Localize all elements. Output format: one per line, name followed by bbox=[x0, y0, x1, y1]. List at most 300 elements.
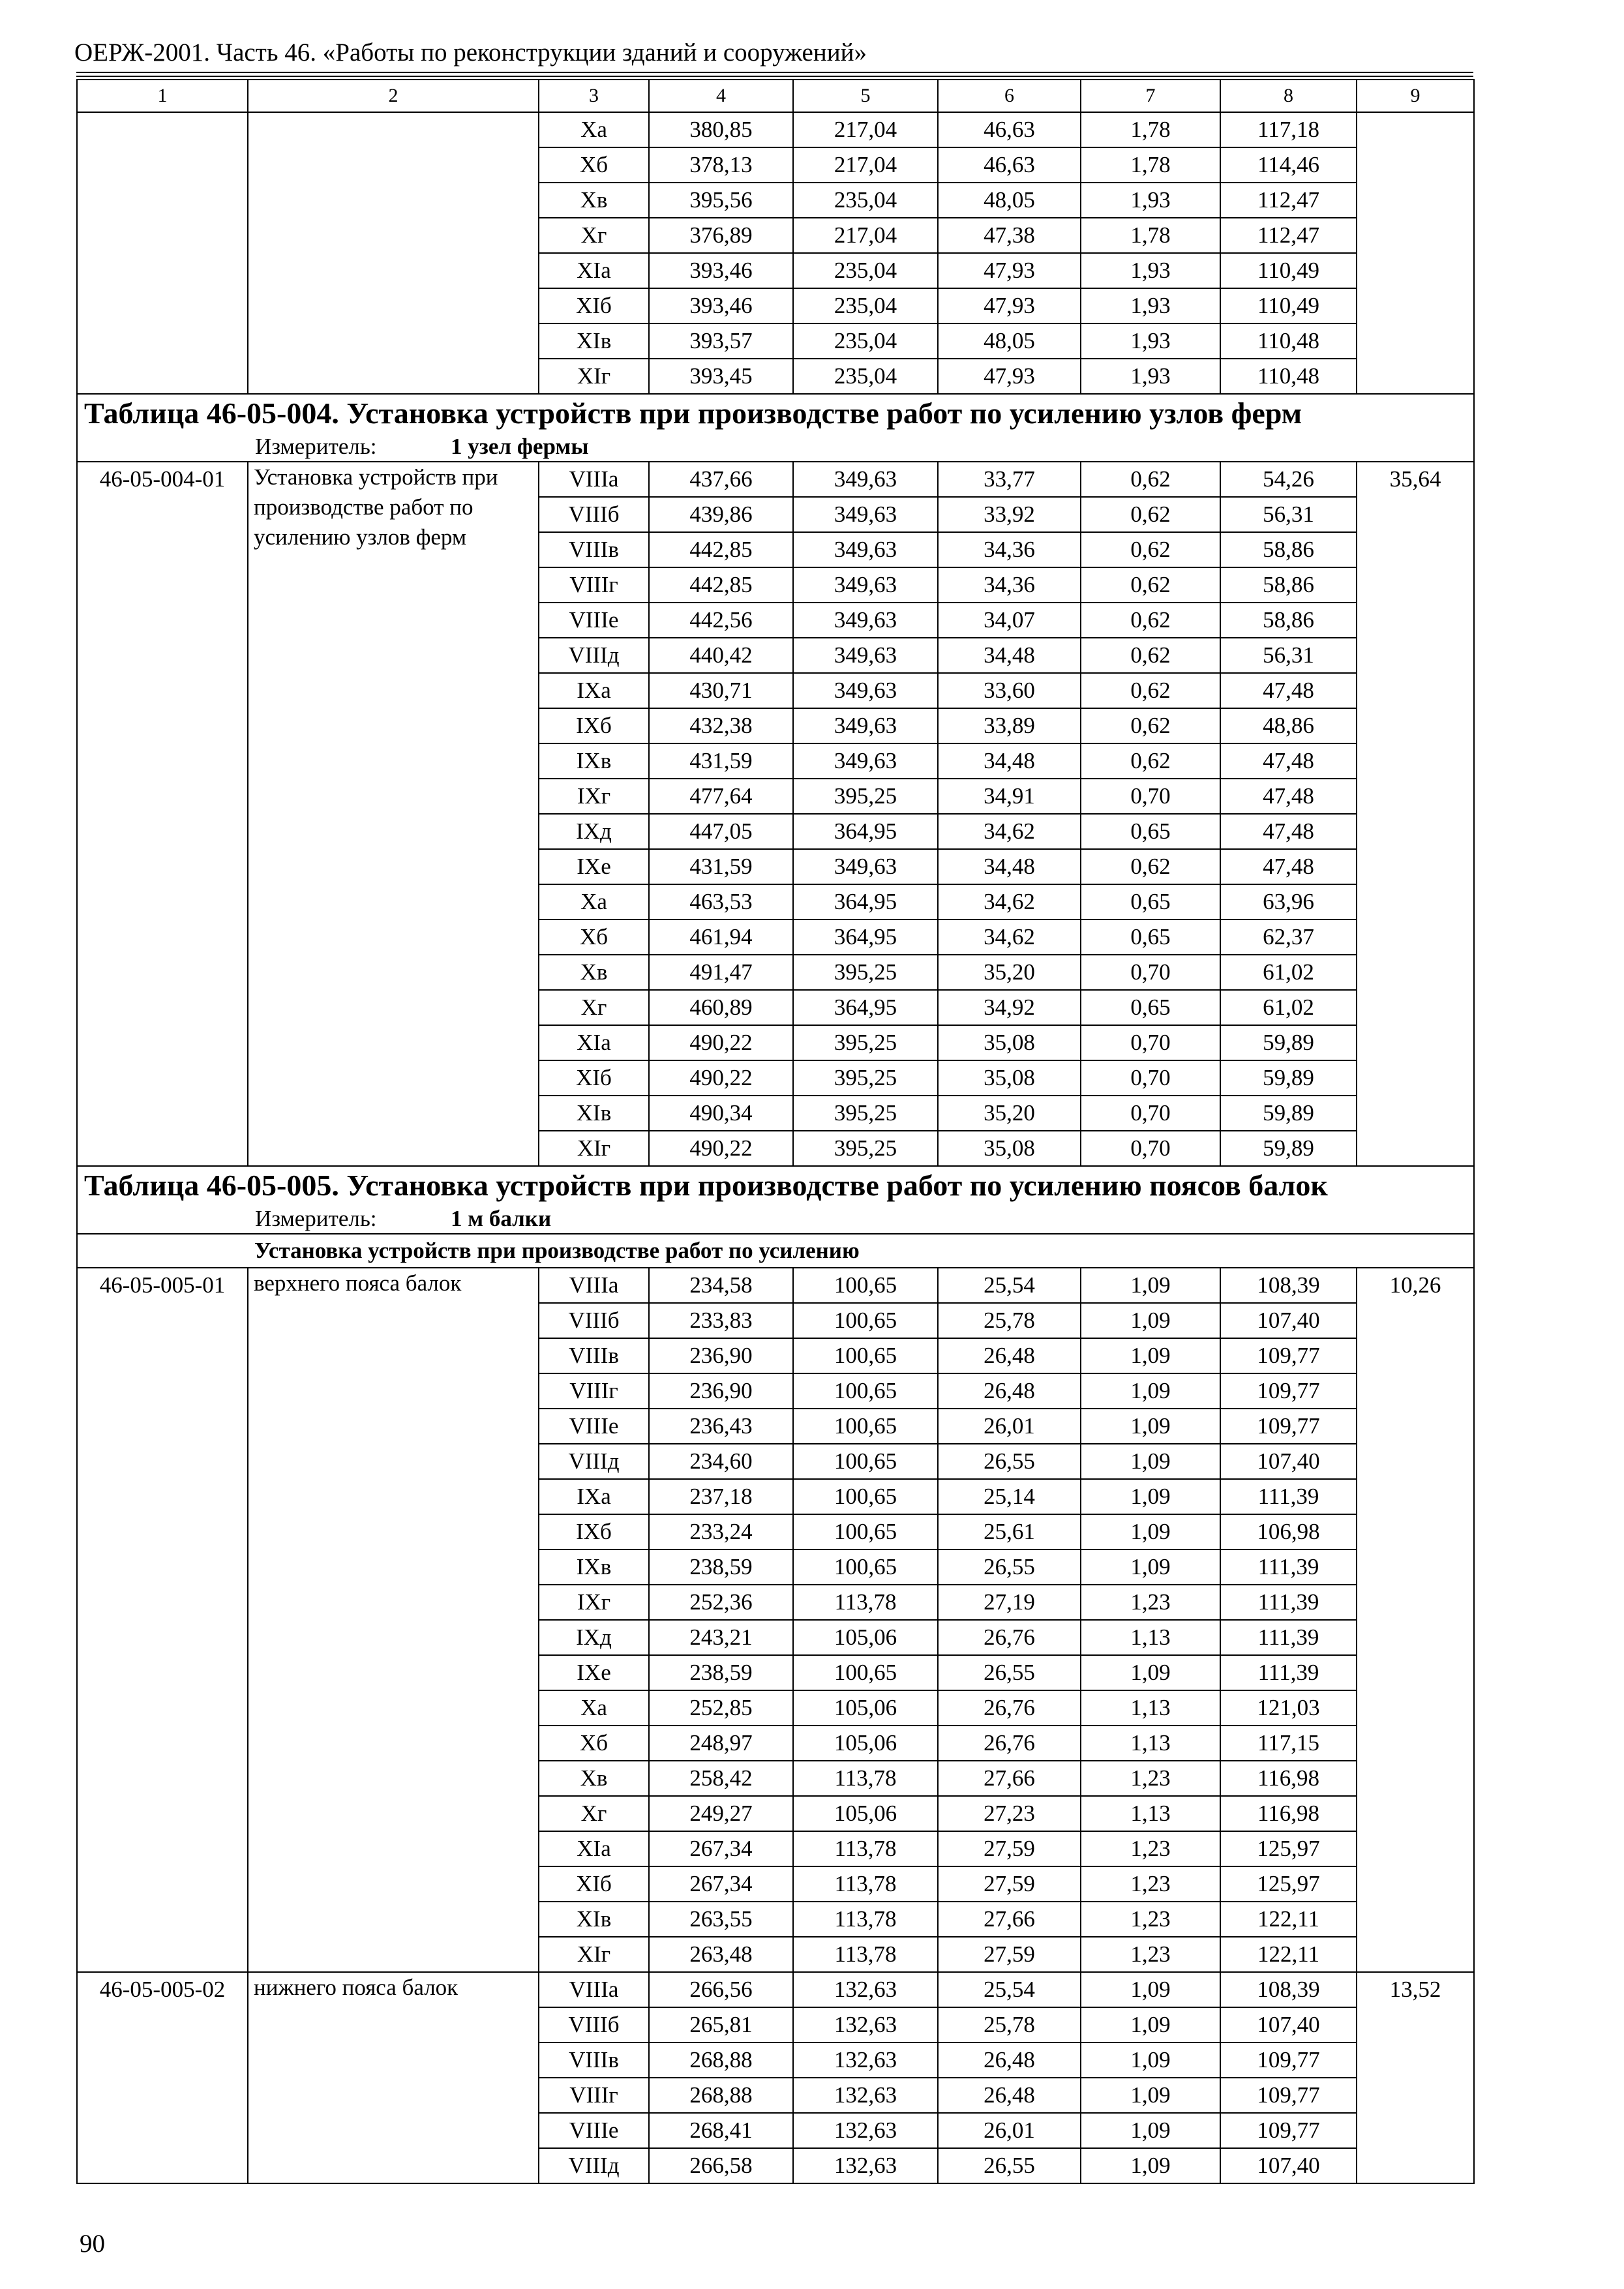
materials-cost-cell: 47,48 bbox=[1220, 779, 1357, 814]
blank-cell bbox=[1357, 112, 1474, 394]
column-number: 5 bbox=[793, 80, 938, 112]
wages-cell: 349,63 bbox=[793, 567, 938, 603]
page-number: 90 bbox=[80, 2230, 105, 2258]
rank-cell: VIIIa bbox=[539, 1972, 649, 2007]
machinists-wages-cell: 1,13 bbox=[1081, 1796, 1220, 1831]
machinists-wages-cell: 1,93 bbox=[1081, 183, 1220, 218]
machine-cost-cell: 26,55 bbox=[938, 1549, 1081, 1585]
materials-cost-cell: 110,48 bbox=[1220, 323, 1357, 359]
machine-cost-cell: 26,48 bbox=[938, 1338, 1081, 1373]
wages-cell: 132,63 bbox=[793, 2148, 938, 2183]
machine-cost-cell: 27,19 bbox=[938, 1585, 1081, 1620]
machine-cost-cell: 25,54 bbox=[938, 1972, 1081, 2007]
materials-cost-cell: 47,48 bbox=[1220, 743, 1357, 779]
total-cost-cell: 442,85 bbox=[649, 532, 793, 567]
total-cost-cell: 431,59 bbox=[649, 849, 793, 884]
measure-label: Измеритель: bbox=[255, 1206, 377, 1231]
rank-cell: VIIIe bbox=[539, 2113, 649, 2148]
table-title-row bbox=[77, 1166, 1474, 1234]
machinists-wages-cell: 1,93 bbox=[1081, 323, 1220, 359]
machinists-wages-cell: 0,70 bbox=[1081, 1131, 1220, 1166]
rank-cell: Xa bbox=[539, 1690, 649, 1726]
materials-cost-cell: 48,86 bbox=[1220, 708, 1357, 743]
machine-cost-cell: 46,63 bbox=[938, 112, 1081, 147]
rank-cell: IXв bbox=[539, 1549, 649, 1585]
machinists-wages-cell: 0,70 bbox=[1081, 1025, 1220, 1060]
machinists-wages-cell: 1,78 bbox=[1081, 218, 1220, 253]
measure-row bbox=[84, 1204, 1473, 1233]
machinists-wages-cell: 1,09 bbox=[1081, 1409, 1220, 1444]
total-cost-cell: 491,47 bbox=[649, 955, 793, 990]
total-cost-cell: 236,90 bbox=[649, 1373, 793, 1409]
total-cost-cell: 440,42 bbox=[649, 638, 793, 673]
machinists-wages-cell: 1,09 bbox=[1081, 1373, 1220, 1409]
machinists-wages-cell: 1,09 bbox=[1081, 1444, 1220, 1479]
rank-cell: VIIIг bbox=[539, 567, 649, 603]
total-cost-cell: 238,59 bbox=[649, 1549, 793, 1585]
machinists-wages-cell: 0,70 bbox=[1081, 955, 1220, 990]
rank-cell: XIa bbox=[539, 1831, 649, 1866]
machinists-wages-cell: 0,70 bbox=[1081, 1060, 1220, 1096]
wages-cell: 395,25 bbox=[793, 1025, 938, 1060]
materials-cost-cell: 109,77 bbox=[1220, 1373, 1357, 1409]
rank-cell: IXб bbox=[539, 1514, 649, 1549]
materials-cost-cell: 59,89 bbox=[1220, 1096, 1357, 1131]
total-cost-cell: 393,46 bbox=[649, 253, 793, 288]
wages-cell: 132,63 bbox=[793, 2113, 938, 2148]
rank-cell: VIIIe bbox=[539, 1409, 649, 1444]
machine-cost-cell: 25,54 bbox=[938, 1268, 1081, 1303]
header-rule-bottom bbox=[76, 76, 1473, 77]
machine-cost-cell: 27,59 bbox=[938, 1937, 1081, 1972]
machine-cost-cell: 25,14 bbox=[938, 1479, 1081, 1514]
total-cost-cell: 266,56 bbox=[649, 1972, 793, 2007]
wages-cell: 105,06 bbox=[793, 1796, 938, 1831]
machine-cost-cell: 47,38 bbox=[938, 218, 1081, 253]
rank-cell: IXд bbox=[539, 1620, 649, 1655]
machinists-wages-cell: 1,13 bbox=[1081, 1690, 1220, 1726]
machine-cost-cell: 35,08 bbox=[938, 1025, 1081, 1060]
labour-cell: 35,64 bbox=[1357, 462, 1474, 1166]
machinists-wages-cell: 1,13 bbox=[1081, 1726, 1220, 1761]
rank-cell: XIг bbox=[539, 359, 649, 394]
materials-cost-cell: 109,77 bbox=[1220, 1409, 1357, 1444]
materials-cost-cell: 107,40 bbox=[1220, 2007, 1357, 2042]
total-cost-cell: 268,88 bbox=[649, 2042, 793, 2078]
materials-cost-cell: 58,86 bbox=[1220, 603, 1357, 638]
wages-cell: 113,78 bbox=[793, 1937, 938, 1972]
machinists-wages-cell: 0,62 bbox=[1081, 743, 1220, 779]
group-heading-row bbox=[77, 1234, 1474, 1268]
measure-label: Измеритель: bbox=[255, 434, 377, 459]
rank-cell: XIб bbox=[539, 288, 649, 323]
wages-cell: 349,63 bbox=[793, 603, 938, 638]
rank-cell: Xб bbox=[539, 920, 649, 955]
machine-cost-cell: 34,91 bbox=[938, 779, 1081, 814]
table-title-block bbox=[77, 394, 1474, 462]
machine-cost-cell: 25,61 bbox=[938, 1514, 1081, 1549]
total-cost-cell: 258,42 bbox=[649, 1761, 793, 1796]
wages-cell: 105,06 bbox=[793, 1620, 938, 1655]
machinists-wages-cell: 1,93 bbox=[1081, 253, 1220, 288]
total-cost-cell: 267,34 bbox=[649, 1866, 793, 1902]
wages-cell: 395,25 bbox=[793, 779, 938, 814]
machine-cost-cell: 25,78 bbox=[938, 1303, 1081, 1338]
materials-cost-cell: 111,39 bbox=[1220, 1479, 1357, 1514]
machinists-wages-cell: 0,65 bbox=[1081, 990, 1220, 1025]
rank-cell: XIв bbox=[539, 323, 649, 359]
rate-description: Установка устройств при производстве работ по усилению узлов ферм bbox=[248, 462, 539, 1166]
total-cost-cell: 234,58 bbox=[649, 1268, 793, 1303]
total-cost-cell: 430,71 bbox=[649, 673, 793, 708]
machine-cost-cell: 33,89 bbox=[938, 708, 1081, 743]
total-cost-cell: 490,22 bbox=[649, 1025, 793, 1060]
wages-cell: 349,63 bbox=[793, 743, 938, 779]
labour-cell: 10,26 bbox=[1357, 1268, 1474, 1972]
rank-cell: VIIIa bbox=[539, 1268, 649, 1303]
machine-cost-cell: 27,66 bbox=[938, 1761, 1081, 1796]
wages-cell: 349,63 bbox=[793, 849, 938, 884]
wages-cell: 113,78 bbox=[793, 1585, 938, 1620]
rank-cell: IXe bbox=[539, 849, 649, 884]
wages-cell: 395,25 bbox=[793, 1096, 938, 1131]
machine-cost-cell: 47,93 bbox=[938, 359, 1081, 394]
rank-cell: IXв bbox=[539, 743, 649, 779]
wages-cell: 113,78 bbox=[793, 1831, 938, 1866]
rank-cell: XIб bbox=[539, 1060, 649, 1096]
wages-cell: 364,95 bbox=[793, 884, 938, 920]
rank-cell: IXб bbox=[539, 708, 649, 743]
machinists-wages-cell: 1,78 bbox=[1081, 147, 1220, 183]
materials-cost-cell: 47,48 bbox=[1220, 673, 1357, 708]
rank-cell: VIIIв bbox=[539, 1338, 649, 1373]
machinists-wages-cell: 1,09 bbox=[1081, 1479, 1220, 1514]
rank-cell: IXa bbox=[539, 673, 649, 708]
machinists-wages-cell: 1,78 bbox=[1081, 112, 1220, 147]
total-cost-cell: 461,94 bbox=[649, 920, 793, 955]
machine-cost-cell: 34,48 bbox=[938, 743, 1081, 779]
wages-cell: 364,95 bbox=[793, 814, 938, 849]
machinists-wages-cell: 0,62 bbox=[1081, 532, 1220, 567]
total-cost-cell: 265,81 bbox=[649, 2007, 793, 2042]
total-cost-cell: 477,64 bbox=[649, 779, 793, 814]
total-cost-cell: 439,86 bbox=[649, 497, 793, 532]
machine-cost-cell: 26,55 bbox=[938, 1655, 1081, 1690]
machine-cost-cell: 35,20 bbox=[938, 1096, 1081, 1131]
machinists-wages-cell: 1,23 bbox=[1081, 1937, 1220, 1972]
wages-cell: 235,04 bbox=[793, 183, 938, 218]
total-cost-cell: 378,13 bbox=[649, 147, 793, 183]
materials-cost-cell: 117,15 bbox=[1220, 1726, 1357, 1761]
total-cost-cell: 266,58 bbox=[649, 2148, 793, 2183]
rank-cell: IXe bbox=[539, 1655, 649, 1690]
total-cost-cell: 252,36 bbox=[649, 1585, 793, 1620]
machinists-wages-cell: 1,09 bbox=[1081, 1549, 1220, 1585]
total-cost-cell: 249,27 bbox=[649, 1796, 793, 1831]
machinists-wages-cell: 1,09 bbox=[1081, 2078, 1220, 2113]
machine-cost-cell: 26,48 bbox=[938, 2078, 1081, 2113]
machinists-wages-cell: 1,93 bbox=[1081, 359, 1220, 394]
total-cost-cell: 237,18 bbox=[649, 1479, 793, 1514]
materials-cost-cell: 109,77 bbox=[1220, 1338, 1357, 1373]
machinists-wages-cell: 1,23 bbox=[1081, 1831, 1220, 1866]
total-cost-cell: 442,56 bbox=[649, 603, 793, 638]
wages-cell: 100,65 bbox=[793, 1479, 938, 1514]
column-number: 9 bbox=[1357, 80, 1474, 112]
rank-cell: XIг bbox=[539, 1131, 649, 1166]
machinists-wages-cell: 0,62 bbox=[1081, 462, 1220, 497]
total-cost-cell: 236,90 bbox=[649, 1338, 793, 1373]
machine-cost-cell: 27,23 bbox=[938, 1796, 1081, 1831]
rank-cell: Xг bbox=[539, 990, 649, 1025]
rank-cell: VIIIд bbox=[539, 2148, 649, 2183]
rank-cell: Xг bbox=[539, 1796, 649, 1831]
materials-cost-cell: 122,11 bbox=[1220, 1937, 1357, 1972]
wages-cell: 349,63 bbox=[793, 638, 938, 673]
table-title: Таблица 46-05-005. Установка устройств при производстве работ по усилению поясов балок bbox=[84, 1169, 1328, 1202]
table-title: Таблица 46-05-004. Установка устройств при производстве работ по усилению узлов ферм bbox=[84, 396, 1302, 430]
materials-cost-cell: 110,48 bbox=[1220, 359, 1357, 394]
table-row bbox=[77, 1268, 1474, 1303]
rate-code: 46-05-005-01 bbox=[77, 1268, 248, 1972]
wages-cell: 100,65 bbox=[793, 1338, 938, 1373]
total-cost-cell: 236,43 bbox=[649, 1409, 793, 1444]
total-cost-cell: 234,60 bbox=[649, 1444, 793, 1479]
materials-cost-cell: 111,39 bbox=[1220, 1585, 1357, 1620]
rank-cell: VIIIв bbox=[539, 2042, 649, 2078]
wages-cell: 364,95 bbox=[793, 990, 938, 1025]
materials-cost-cell: 112,47 bbox=[1220, 183, 1357, 218]
machine-cost-cell: 47,93 bbox=[938, 253, 1081, 288]
rank-cell: Xв bbox=[539, 1761, 649, 1796]
total-cost-cell: 432,38 bbox=[649, 708, 793, 743]
wages-cell: 100,65 bbox=[793, 1303, 938, 1338]
machinists-wages-cell: 0,62 bbox=[1081, 497, 1220, 532]
rank-cell: VIIIв bbox=[539, 532, 649, 567]
wages-cell: 235,04 bbox=[793, 253, 938, 288]
materials-cost-cell: 47,48 bbox=[1220, 814, 1357, 849]
machine-cost-cell: 26,01 bbox=[938, 1409, 1081, 1444]
labour-cell: 13,52 bbox=[1357, 1972, 1474, 2183]
machinists-wages-cell: 1,93 bbox=[1081, 288, 1220, 323]
materials-cost-cell: 59,89 bbox=[1220, 1025, 1357, 1060]
machine-cost-cell: 35,20 bbox=[938, 955, 1081, 990]
machine-cost-cell: 26,76 bbox=[938, 1690, 1081, 1726]
wages-cell: 395,25 bbox=[793, 955, 938, 990]
materials-cost-cell: 109,77 bbox=[1220, 2042, 1357, 2078]
wages-cell: 235,04 bbox=[793, 288, 938, 323]
total-cost-cell: 268,88 bbox=[649, 2078, 793, 2113]
rank-cell: Xв bbox=[539, 955, 649, 990]
materials-cost-cell: 54,26 bbox=[1220, 462, 1357, 497]
machine-cost-cell: 34,62 bbox=[938, 814, 1081, 849]
total-cost-cell: 442,85 bbox=[649, 567, 793, 603]
materials-cost-cell: 122,11 bbox=[1220, 1902, 1357, 1937]
materials-cost-cell: 107,40 bbox=[1220, 1303, 1357, 1338]
wages-cell: 100,65 bbox=[793, 1444, 938, 1479]
rates-table bbox=[76, 79, 1475, 2184]
materials-cost-cell: 116,98 bbox=[1220, 1796, 1357, 1831]
wages-cell: 132,63 bbox=[793, 2042, 938, 2078]
machinists-wages-cell: 0,70 bbox=[1081, 1096, 1220, 1131]
total-cost-cell: 460,89 bbox=[649, 990, 793, 1025]
rank-cell: XIв bbox=[539, 1902, 649, 1937]
total-cost-cell: 380,85 bbox=[649, 112, 793, 147]
wages-cell: 235,04 bbox=[793, 359, 938, 394]
machine-cost-cell: 35,08 bbox=[938, 1131, 1081, 1166]
materials-cost-cell: 109,77 bbox=[1220, 2078, 1357, 2113]
machine-cost-cell: 34,36 bbox=[938, 532, 1081, 567]
wages-cell: 100,65 bbox=[793, 1409, 938, 1444]
wages-cell: 349,63 bbox=[793, 673, 938, 708]
total-cost-cell: 263,48 bbox=[649, 1937, 793, 1972]
machine-cost-cell: 47,93 bbox=[938, 288, 1081, 323]
column-number: 1 bbox=[77, 80, 248, 112]
column-number: 2 bbox=[248, 80, 539, 112]
machine-cost-cell: 34,36 bbox=[938, 567, 1081, 603]
machinists-wages-cell: 1,23 bbox=[1081, 1866, 1220, 1902]
wages-cell: 100,65 bbox=[793, 1655, 938, 1690]
materials-cost-cell: 110,49 bbox=[1220, 288, 1357, 323]
machine-cost-cell: 48,05 bbox=[938, 183, 1081, 218]
wages-cell: 113,78 bbox=[793, 1761, 938, 1796]
rank-cell: XIa bbox=[539, 253, 649, 288]
materials-cost-cell: 116,98 bbox=[1220, 1761, 1357, 1796]
wages-cell: 132,63 bbox=[793, 2078, 938, 2113]
machine-cost-cell: 46,63 bbox=[938, 147, 1081, 183]
column-number: 4 bbox=[649, 80, 793, 112]
machine-cost-cell: 34,48 bbox=[938, 849, 1081, 884]
machinists-wages-cell: 1,09 bbox=[1081, 2042, 1220, 2078]
wages-cell: 395,25 bbox=[793, 1131, 938, 1166]
machinists-wages-cell: 1,23 bbox=[1081, 1585, 1220, 1620]
wages-cell: 217,04 bbox=[793, 112, 938, 147]
wages-cell: 349,63 bbox=[793, 462, 938, 497]
machinists-wages-cell: 1,13 bbox=[1081, 1620, 1220, 1655]
materials-cost-cell: 125,97 bbox=[1220, 1831, 1357, 1866]
materials-cost-cell: 114,46 bbox=[1220, 147, 1357, 183]
machine-cost-cell: 34,62 bbox=[938, 920, 1081, 955]
rank-cell: VIIIб bbox=[539, 497, 649, 532]
machinists-wages-cell: 1,09 bbox=[1081, 2007, 1220, 2042]
wages-cell: 235,04 bbox=[793, 323, 938, 359]
machine-cost-cell: 27,59 bbox=[938, 1831, 1081, 1866]
wages-cell: 217,04 bbox=[793, 147, 938, 183]
machinists-wages-cell: 0,62 bbox=[1081, 849, 1220, 884]
wages-cell: 349,63 bbox=[793, 532, 938, 567]
total-cost-cell: 393,45 bbox=[649, 359, 793, 394]
machinists-wages-cell: 1,09 bbox=[1081, 1655, 1220, 1690]
column-number: 3 bbox=[539, 80, 649, 112]
rank-cell: VIIIд bbox=[539, 1444, 649, 1479]
materials-cost-cell: 107,40 bbox=[1220, 1444, 1357, 1479]
rate-description: нижнего пояса балок bbox=[248, 1972, 539, 2183]
wages-cell: 395,25 bbox=[793, 1060, 938, 1096]
materials-cost-cell: 62,37 bbox=[1220, 920, 1357, 955]
wages-cell: 105,06 bbox=[793, 1726, 938, 1761]
column-number: 8 bbox=[1220, 80, 1357, 112]
rank-cell: VIIIe bbox=[539, 603, 649, 638]
total-cost-cell: 252,85 bbox=[649, 1690, 793, 1726]
rank-cell: VIIIг bbox=[539, 1373, 649, 1409]
rank-cell: Xб bbox=[539, 147, 649, 183]
machine-cost-cell: 34,07 bbox=[938, 603, 1081, 638]
materials-cost-cell: 63,96 bbox=[1220, 884, 1357, 920]
wages-cell: 100,65 bbox=[793, 1549, 938, 1585]
wages-cell: 113,78 bbox=[793, 1902, 938, 1937]
rank-cell: Xв bbox=[539, 183, 649, 218]
rank-cell: XIг bbox=[539, 1937, 649, 1972]
header-rule-top bbox=[76, 72, 1473, 73]
total-cost-cell: 268,41 bbox=[649, 2113, 793, 2148]
machine-cost-cell: 48,05 bbox=[938, 323, 1081, 359]
machinists-wages-cell: 1,09 bbox=[1081, 1338, 1220, 1373]
total-cost-cell: 490,22 bbox=[649, 1060, 793, 1096]
table-title-row bbox=[77, 394, 1474, 462]
rank-cell: VIIIб bbox=[539, 1303, 649, 1338]
wages-cell: 100,65 bbox=[793, 1514, 938, 1549]
machinists-wages-cell: 0,70 bbox=[1081, 779, 1220, 814]
table-row bbox=[77, 462, 1474, 497]
materials-cost-cell: 108,39 bbox=[1220, 1972, 1357, 2007]
machinists-wages-cell: 0,62 bbox=[1081, 567, 1220, 603]
machine-cost-cell: 27,66 bbox=[938, 1902, 1081, 1937]
materials-cost-cell: 106,98 bbox=[1220, 1514, 1357, 1549]
materials-cost-cell: 112,47 bbox=[1220, 218, 1357, 253]
machine-cost-cell: 34,48 bbox=[938, 638, 1081, 673]
materials-cost-cell: 107,40 bbox=[1220, 2148, 1357, 2183]
total-cost-cell: 238,59 bbox=[649, 1655, 793, 1690]
materials-cost-cell: 111,39 bbox=[1220, 1655, 1357, 1690]
materials-cost-cell: 56,31 bbox=[1220, 638, 1357, 673]
blank-cell bbox=[77, 112, 248, 394]
materials-cost-cell: 58,86 bbox=[1220, 532, 1357, 567]
rate-code: 46-05-004-01 bbox=[77, 462, 248, 1166]
machine-cost-cell: 34,62 bbox=[938, 884, 1081, 920]
wages-cell: 349,63 bbox=[793, 708, 938, 743]
rank-cell: VIIIг bbox=[539, 2078, 649, 2113]
rank-cell: IXд bbox=[539, 814, 649, 849]
machine-cost-cell: 26,48 bbox=[938, 2042, 1081, 2078]
materials-cost-cell: 61,02 bbox=[1220, 955, 1357, 990]
column-number: 7 bbox=[1081, 80, 1220, 112]
machine-cost-cell: 26,48 bbox=[938, 1373, 1081, 1409]
rank-cell: Xa bbox=[539, 884, 649, 920]
wages-cell: 132,63 bbox=[793, 2007, 938, 2042]
machine-cost-cell: 33,60 bbox=[938, 673, 1081, 708]
table-title-block bbox=[77, 1166, 1474, 1234]
table-row bbox=[77, 112, 1474, 147]
wages-cell: 100,65 bbox=[793, 1268, 938, 1303]
wages-cell: 113,78 bbox=[793, 1866, 938, 1902]
materials-cost-cell: 110,49 bbox=[1220, 253, 1357, 288]
machine-cost-cell: 26,55 bbox=[938, 2148, 1081, 2183]
table-body bbox=[77, 80, 1474, 2183]
machine-cost-cell: 25,78 bbox=[938, 2007, 1081, 2042]
total-cost-cell: 437,66 bbox=[649, 462, 793, 497]
wages-cell: 132,63 bbox=[793, 1972, 938, 2007]
rank-cell: IXг bbox=[539, 779, 649, 814]
machinists-wages-cell: 1,09 bbox=[1081, 1303, 1220, 1338]
materials-cost-cell: 61,02 bbox=[1220, 990, 1357, 1025]
rank-cell: XIб bbox=[539, 1866, 649, 1902]
materials-cost-cell: 59,89 bbox=[1220, 1131, 1357, 1166]
materials-cost-cell: 117,18 bbox=[1220, 112, 1357, 147]
table-row bbox=[77, 1972, 1474, 2007]
materials-cost-cell: 109,77 bbox=[1220, 2113, 1357, 2148]
machinists-wages-cell: 0,62 bbox=[1081, 673, 1220, 708]
machine-cost-cell: 26,01 bbox=[938, 2113, 1081, 2148]
